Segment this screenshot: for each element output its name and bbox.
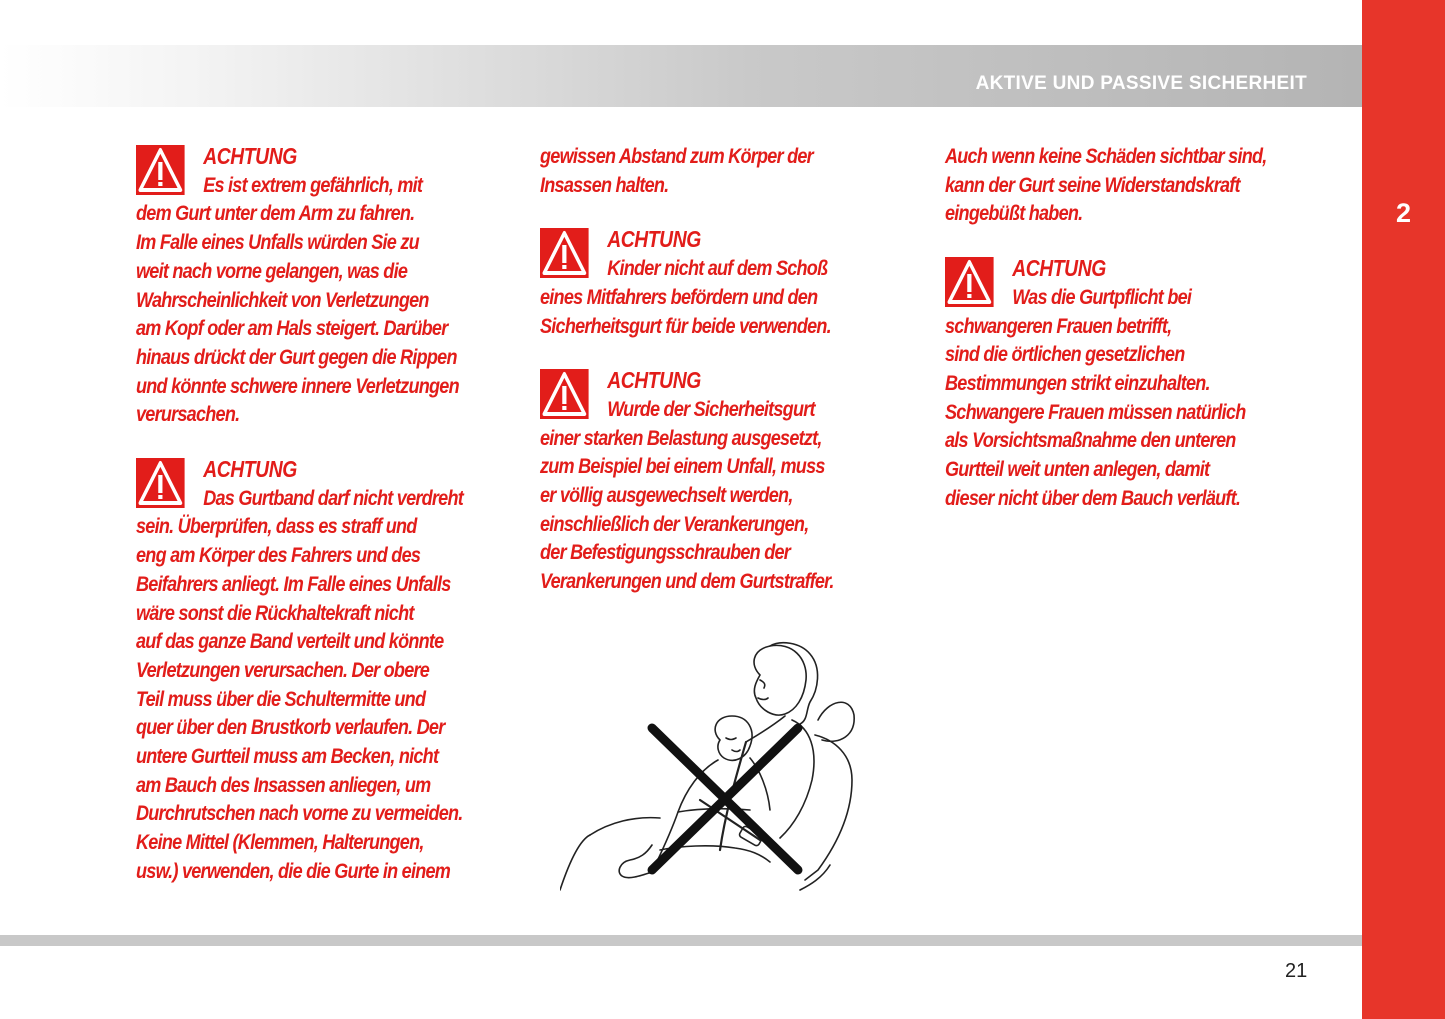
warning-triangle-icon: [945, 257, 1004, 307]
warning-block: [540, 366, 910, 596]
column-3: [945, 142, 1315, 538]
warning-heading: ACHTUNG: [203, 456, 297, 483]
text-line: Beifahrers anliegt. Im Falle eines Unfalls: [136, 571, 451, 596]
text-line: Keine Mittel (Klemmen, Halterungen,: [136, 830, 424, 855]
text-line: untere Gurtteil muss am Becken, nicht: [136, 744, 439, 769]
column-1: [136, 142, 506, 912]
text-line: quer über den Brustkorb verlaufen. Der: [136, 715, 445, 740]
section-title: AKTIVE UND PASSIVE SICHERHEIT: [975, 73, 1307, 94]
warning-heading: ACHTUNG: [1012, 255, 1106, 282]
text-line: Wurde der Sicherheitsgurt: [607, 396, 815, 421]
text-line: gewissen Abstand zum Körper der: [540, 144, 813, 168]
text-line: usw.) verwenden, die die Gurte in einem: [136, 858, 451, 883]
text-line: am Bauch des Insassen anliegen, um: [136, 772, 431, 797]
warning-block: [136, 455, 506, 886]
text-line: eingebüßt haben.: [945, 201, 1083, 226]
text-line: einschließlich der Verankerungen,: [540, 511, 809, 536]
header-bar: [0, 45, 1362, 107]
text-line: und könnte schwere innere Verletzungen: [136, 373, 459, 398]
text-line: Im Falle eines Unfalls würden Sie zu: [136, 230, 419, 255]
text-line: auf das ganze Band verteilt und könnte: [136, 629, 444, 654]
continued-text: [945, 142, 1315, 228]
text-line: eines Mitfahrers befördern und den: [540, 284, 818, 309]
warning-block: [945, 254, 1315, 512]
text-line: er völlig ausgewechselt werden,: [540, 483, 793, 508]
text-line: Schwangere Frauen müssen natürlich: [945, 399, 1246, 424]
text-line: weit nach vorne gelangen, was die: [136, 258, 408, 283]
warning-triangle-icon: [540, 228, 599, 278]
text-line: sind die örtlichen gesetzlichen: [945, 342, 1185, 367]
text-line: schwangeren Frauen betrifft,: [945, 313, 1172, 338]
chapter-tab: [1362, 0, 1445, 1019]
child-on-lap-illustration: [560, 640, 860, 895]
text-line: einer starken Belastung ausgesetzt,: [540, 425, 822, 450]
text-line: Verankerungen und dem Gurtstraffer.: [540, 569, 834, 594]
warning-triangle-icon: [540, 369, 599, 419]
warning-block: [136, 142, 506, 429]
chapter-number: 2: [1395, 198, 1412, 228]
text-line: zum Beispiel bei einem Unfall, muss: [540, 454, 825, 479]
text-line: Das Gurtband darf nicht verdreht: [203, 485, 463, 510]
text-line: Sicherheitsgurt für beide verwenden.: [540, 313, 831, 338]
page-number: 21: [1285, 960, 1308, 982]
prohibited-cross: [652, 728, 798, 870]
footer-bar: [0, 935, 1362, 946]
warning-block: [540, 225, 910, 340]
column-2: [540, 142, 910, 622]
warning-heading: ACHTUNG: [607, 226, 701, 253]
text-line: Verletzungen verursachen. Der obere: [136, 657, 430, 682]
text-line: Insassen halten.: [540, 172, 669, 197]
text-line: eng am Körper des Fahrers und des: [136, 543, 421, 568]
text-line: Kinder nicht auf dem Schoß: [607, 256, 828, 281]
text-line: Es ist extrem gefährlich, mit: [203, 172, 423, 197]
text-line: sein. Überprüfen, dass es straff und: [136, 514, 417, 539]
text-line: Bestimmungen strikt einzuhalten.: [945, 370, 1210, 395]
text-line: der Befestigungsschrauben der: [540, 540, 791, 565]
warning-heading: ACHTUNG: [607, 367, 701, 394]
warning-triangle-icon: [136, 145, 195, 195]
continued-text: [540, 142, 910, 199]
text-line: als Vorsichtsmaßnahme den unteren: [945, 428, 1236, 453]
text-line: verursachen.: [136, 402, 240, 427]
text-line: am Kopf oder am Hals steigert. Darüber: [136, 316, 448, 341]
text-line: Was die Gurtpflicht bei: [1012, 284, 1192, 309]
text-line: dem Gurt unter dem Arm zu fahren.: [136, 201, 415, 226]
text-line: dieser nicht über dem Bauch verläuft.: [945, 485, 1241, 510]
warning-heading: ACHTUNG: [203, 143, 297, 169]
seat-outline: [805, 735, 852, 880]
text-line: Wahrscheinlichkeit von Verletzungen: [136, 287, 429, 312]
text-line: Durchrutschen nach vorne zu vermeiden.: [136, 801, 463, 826]
text-line: kann der Gurt seine Widerstandskraft: [945, 172, 1240, 197]
child-head: [715, 716, 752, 760]
text-line: Auch wenn keine Schäden sichtbar sind,: [945, 144, 1267, 168]
text-line: wäre sonst die Rückhaltekraft nicht: [136, 600, 414, 625]
text-line: Gurtteil weit unten anlegen, damit: [945, 457, 1210, 482]
warning-triangle-icon: [136, 458, 195, 508]
text-line: hinaus drückt der Gurt gegen die Rippen: [136, 344, 457, 369]
text-line: Teil muss über die Schultermitte und: [136, 686, 426, 711]
